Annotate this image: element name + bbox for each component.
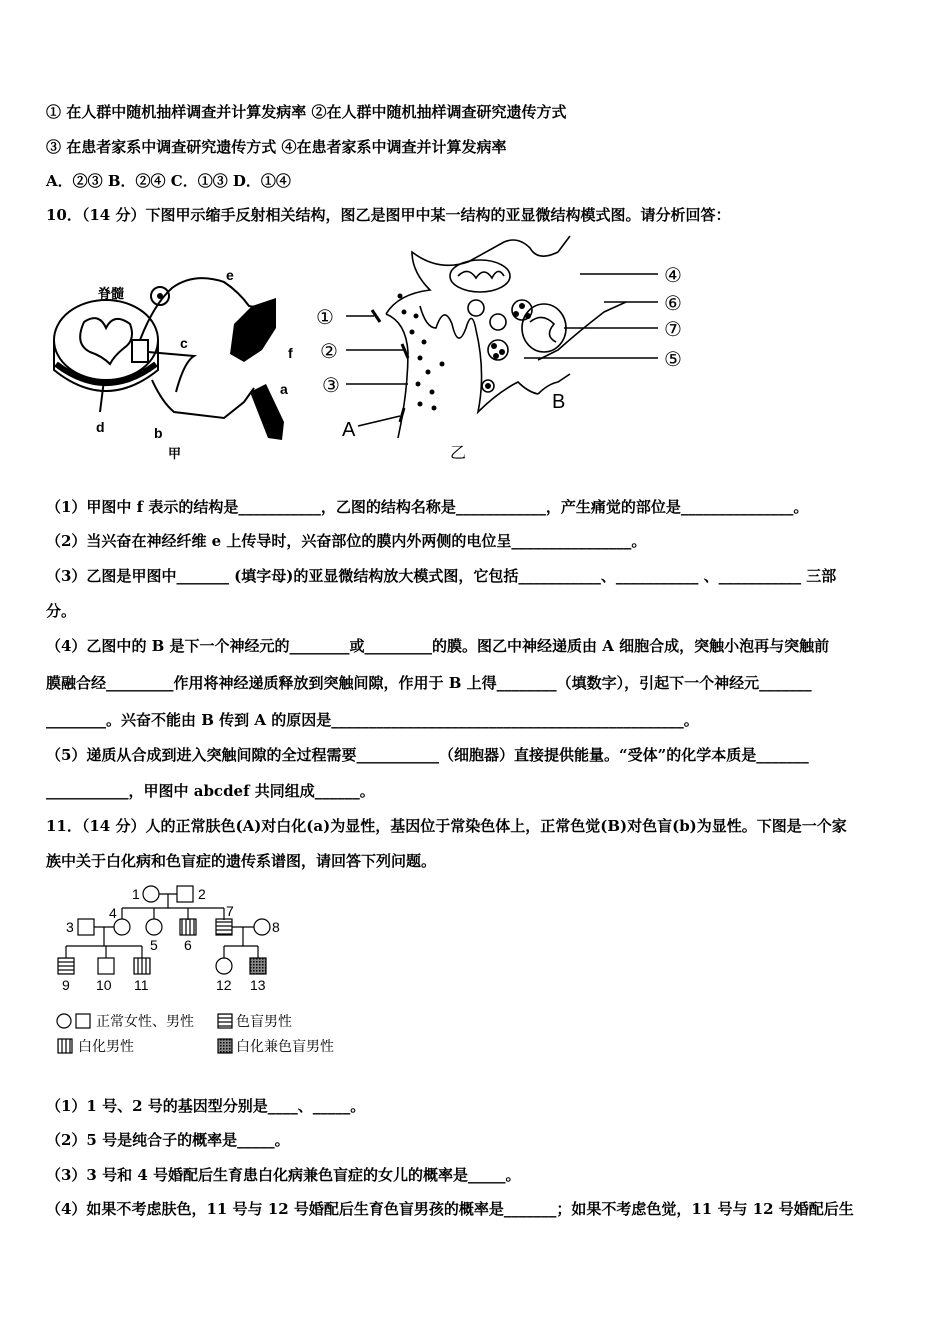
ped-9: 9 [62,977,70,993]
legend-normal: 正常女性、男性 [96,1013,194,1029]
ped-7: 7 [226,903,234,919]
q11-item-4: （4）如果不考虑肤色，11 号与 12 号婚配后生育色盲男孩的概率是_______；如果不考虑色觉，11 号与 12 号婚配后生 [46,1200,854,1218]
label-1: ① [316,307,334,329]
q9-option-line-1: ① 在人群中随机抽样调查并计算发病率 ②在人群中随机抽样调查研究遗传方式 [46,103,567,121]
ped-6: 6 [184,937,192,953]
pedigree-chart [52,880,352,1060]
label-2: ② [320,341,338,363]
q11-item-3: （3）3 号和 4 号婚配后生育患白化病兼色盲症的女儿的概率是_____。 [46,1166,521,1184]
ped-1: 1 [132,886,140,902]
label-e: e [226,267,234,283]
q10-item-2: （2）当兴奋在神经纤维 e 上传导时，兴奋部位的膜内外两侧的电位呈________________。 [46,532,647,550]
q11-item-1: （1）1 号、2 号的基因型分别是____、_____。 [46,1097,366,1115]
legend-colorblind-male: 色盲男性 [236,1013,292,1029]
label-f: f [288,345,293,361]
label-c: c [180,335,188,351]
ped-2: 2 [198,886,206,902]
q10-header: 10．（14 分）下图甲示缩手反射相关结构，图乙是图甲中某一结构的亚显微结构模式图。请分析回答： [46,206,731,224]
label-3: ③ [322,375,340,397]
q10-item-5-cont: ___________，甲图中 abcdef 共同组成______。 [46,782,375,800]
q9-answer-choices: A．②③ B．②④ C．①③ D．①④ [46,172,291,190]
ped-13: 13 [250,977,266,993]
q9-option-line-2: ③ 在患者家系中调查研究遗传方式 ④在患者家系中调查并计算发病率 [46,138,507,156]
label-5: ⑤ [664,349,682,371]
label-a: a [280,381,288,397]
ped-3: 3 [66,919,74,935]
legend-albino-colorblind-male: 白化兼色盲男性 [236,1038,334,1054]
ped-8: 8 [272,919,280,935]
figure-yi-caption: 乙 [450,445,467,462]
q11-item-2: （2）5 号是纯合子的概率是_____。 [46,1131,290,1149]
figure-yi-synapse [308,232,708,464]
figure-jia-reflex-arc [44,252,314,464]
label-6: ⑥ [664,293,682,315]
label-A: A [342,419,356,441]
label-d: d [96,419,105,435]
q10-item-3: （3）乙图是甲图中_______ (填字母)的亚显微结构放大模式图，它包括___________、___________ 、___________ 三部 [46,567,837,585]
figure-jia-caption: 甲 [168,446,182,461]
ped-10: 10 [96,977,112,993]
q10-item-4-cont2: ________。兴奋不能由 B 传到 A 的原因是_______________________________________________。 [46,711,699,729]
ped-5: 5 [150,937,158,953]
label-B: B [552,391,566,413]
label-4: ④ [664,265,682,287]
q10-item-4: （4）乙图中的 B 是下一个神经元的________或_________的膜。图乙中神经递质由 A 细胞合成，突触小泡再与突触前 [46,637,830,655]
ped-12: 12 [216,977,232,993]
q10-item-3-cont: 分。 [46,602,77,620]
legend-albino-male: 白化男性 [78,1038,134,1054]
ped-4: 4 [109,905,117,921]
q10-item-1: （1）甲图中 f 表示的结构是___________，乙图的结构名称是____________，产生痛觉的部位是_______________。 [46,498,809,516]
q10-item-5: （5）递质从合成到进入突触间隙的全过程需要___________（细胞器）直接提供能量。“受体”的化学本质是_______ [46,746,809,764]
q10-item-4-cont: 膜融合经_________作用将神经递质释放到突触间隙，作用于 B 上得________（填数字），引起下一个神经元_______ [46,674,812,692]
q11-header-line-1: 11．（14 分）人的正常肤色(A)对白化(a)为显性，基因位于常染色体上，正常色觉(B)对色盲(b)为显性。下图是一个家 [46,817,847,835]
label-b: b [154,425,163,441]
label-7: ⑦ [664,319,682,341]
spinal-cord-label: 脊髓 [98,286,125,301]
ped-11: 11 [134,977,149,993]
q11-header-line-2: 族中关于白化病和色盲症的遗传系谱图，请回答下列问题。 [46,852,437,870]
